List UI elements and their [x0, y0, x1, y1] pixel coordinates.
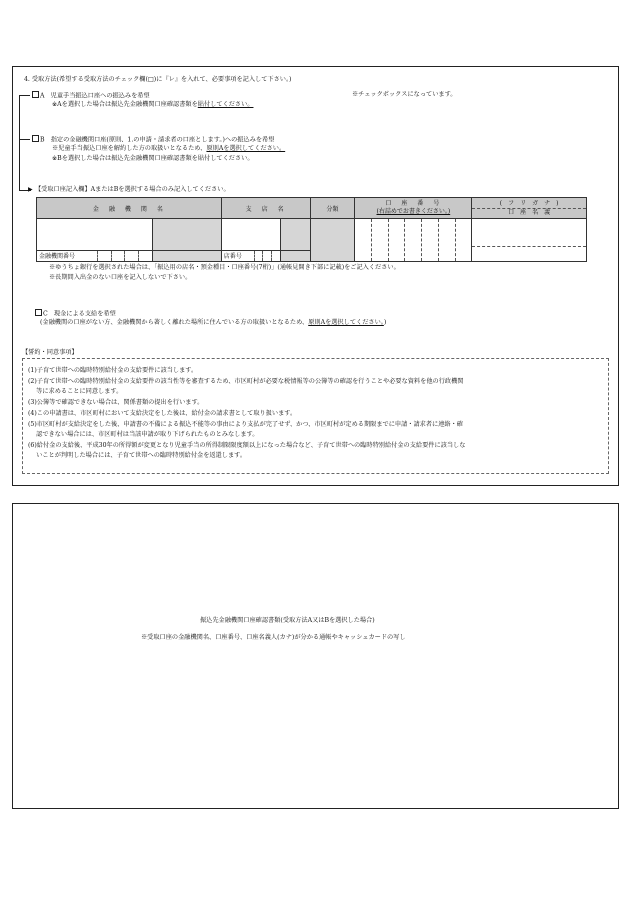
agreement-item: (3)公簿等で確認できない場合は、関係書類の提出を行います。: [28, 399, 204, 406]
bank-code-shaded: [152, 250, 221, 261]
agreement-item: (1)子育て世帯への臨時特別給付金の支給要件に該当します。: [28, 367, 198, 374]
attachment-note: ※受取口座の金融機関名、口座番号、口座名義人(カナ)が分かる通帳やキャッシュカードの写し: [141, 634, 406, 641]
agreement-item: (6)給付金の支給後、平成30年の所得額が変更となり児童手当の所得制限限度額以上になった場合など、子育て世帯への臨時特別給付金の支給要件に該当しな: [28, 442, 466, 449]
col-account-number: 口 座 番 号 (右詰めでお書きください。): [355, 198, 472, 219]
branch-type-shaded: [280, 219, 310, 251]
branch-code-field[interactable]: [221, 250, 280, 261]
bank-account-table: [36, 197, 587, 262]
option-a-note: ※Aを選択した場合は振込先金融機関口座確認書類を貼付してください。: [52, 101, 254, 108]
option-b-note-1: ※児童手当振込口座を解約した方の取扱いとなるため、原則Aを選択してください。: [52, 145, 286, 152]
arrow-head-icon: ▶: [28, 186, 33, 193]
option-b[interactable]: [32, 135, 274, 145]
agreement-item: (5)市区町村が支給決定をした後、申請書の不備による振込不能等の事由により支払が完了せず、かつ、市区町村が定める期限までに申請・請求者に連絡・確: [28, 421, 463, 428]
option-b-checkbox[interactable]: [32, 135, 39, 142]
bracket-line: [19, 95, 20, 191]
section-4-title: 4. 受取方法(希望する受取方法のチェック欄(□)に『レ』を入れて、必要事項を記入して下さい。): [24, 76, 292, 83]
agreement-item: 等に求めることに同意します。: [28, 388, 123, 395]
agreement-title: 【誓約・同意事項】: [22, 349, 78, 356]
agreement-item: (4)この申請書は、市区町村において支給決定をした後は、給付金の請求書として取り扱います。: [28, 410, 297, 417]
branch-code-shaded: [280, 250, 310, 261]
account-section-title: 【受取口座記入欄】AまたはBを選択する場合のみ記入してください。: [35, 186, 230, 193]
account-holder-field[interactable]: [472, 219, 587, 262]
option-c-checkbox[interactable]: [35, 309, 42, 316]
bank-name-field[interactable]: [37, 219, 153, 251]
option-b-note-2: ※Bを選択した場合は振込先金融機関口座確認書類を貼付してください。: [52, 155, 254, 162]
bracket-tick-a: [19, 95, 30, 96]
option-c-note: (金融機関の口座がない方、金融機関から著しく離れた場所に住んでいる方の取扱いとなるため、原則Aを選択してください。): [40, 319, 387, 326]
branch-code-label: 店番号: [223, 253, 242, 261]
attachment-area: [12, 503, 619, 809]
bank-type-shaded: [152, 219, 221, 251]
col-bank-name: 金 融 機 関 名: [37, 198, 222, 219]
col-account-number-sub: (右詰めでお書きください。): [376, 208, 451, 215]
account-number-field[interactable]: [355, 219, 472, 262]
long-term-note: ※長期間入出金のない口座を記入しないで下さい。: [49, 274, 192, 281]
attachment-title: 振込先金融機関口座確認書類(受取方法A又はBを選択した場合): [200, 617, 375, 624]
col-type: 分類: [310, 198, 355, 219]
col-holder: ( フ リ ガ ナ ) 口 座 名 義: [472, 198, 587, 219]
account-type-field[interactable]: [310, 219, 355, 262]
option-a-checkbox[interactable]: [32, 91, 39, 98]
agreement-item: (2)子育て世帯への臨時特別給付金の支給要件の該当性等を審査するため、市区町村が必要な税情報等の公簿等の確認を行うことや必要な資料を他の行政機関: [28, 378, 464, 385]
branch-name-field[interactable]: [221, 219, 280, 251]
bank-code-field[interactable]: [37, 250, 153, 261]
option-c-label: C 現金による支給を希望: [43, 310, 116, 318]
col-branch-name: 支 店 名: [221, 198, 310, 219]
bank-code-label: 金融機関番号: [39, 253, 76, 261]
agreement-item: 認できない場合には、市区町村は当該申請が取り下げられたものとみなします。: [28, 431, 259, 438]
agreement-item: いことが判明した場合には、子育て世帯への臨時特別給付金を返還します。: [28, 452, 247, 459]
yucho-note: ※ゆうちょ銀行を選択された場合は、「振込用の店名・預金種目・口座番号(7桁)」(通帳見開き下部に記載)をご記入ください。: [49, 264, 400, 271]
bracket-tick-b: [19, 139, 30, 140]
option-a-label: A 児童手当振込口座への振込みを希望: [40, 92, 150, 100]
option-b-label: B 指定の金融機関口座(原則、1.の申請・請求者の口座とします。)への振込みを希望: [40, 136, 275, 144]
option-c[interactable]: [35, 309, 116, 319]
option-a[interactable]: [32, 91, 150, 101]
checkbox-note: ※チェックボックスになっています。: [352, 91, 457, 98]
